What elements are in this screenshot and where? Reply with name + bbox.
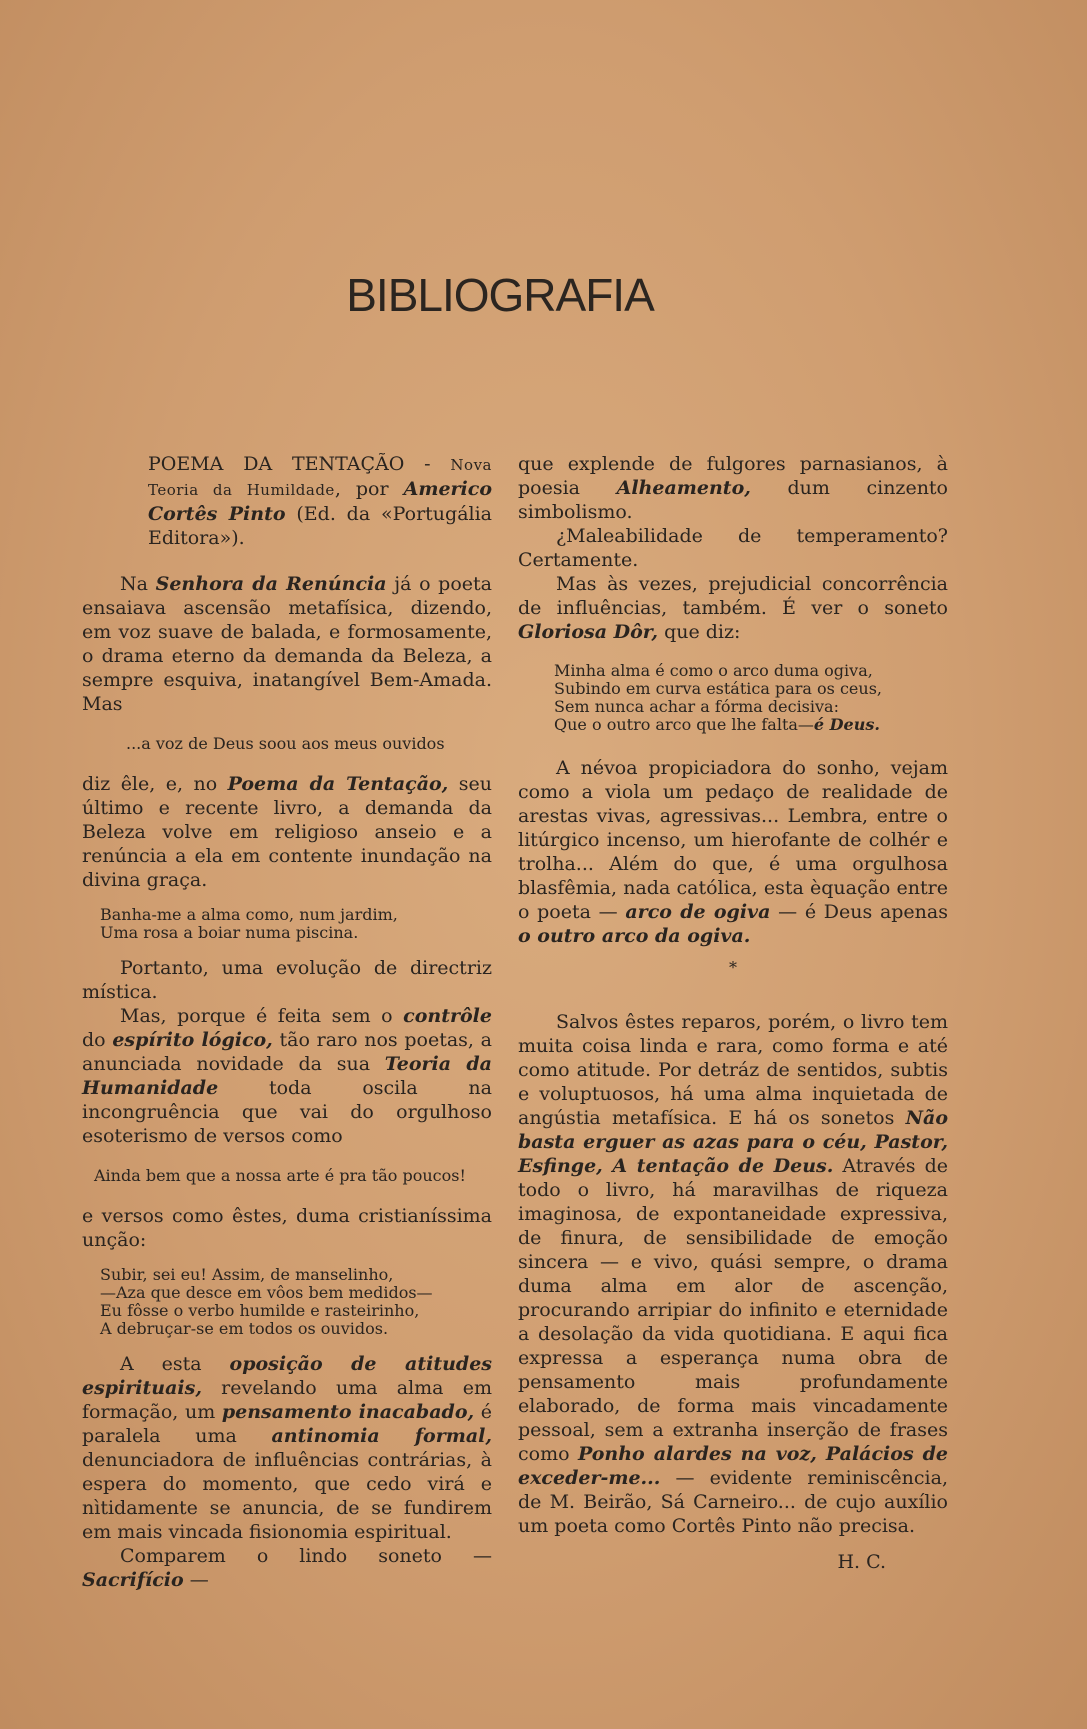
book-author: Americo Cortês Pinto [148,478,492,525]
verse-line: Uma rosa a boiar numa piscina. [100,923,359,942]
review-heading: POEMA DA TENTAÇÃO - Nova Teoria da Humildade, por Americo Cortês Pinto (Ed. da «Portugália Editora»). [148,453,492,549]
paragraph: A esta oposição de atitudes espirituais, revelando uma alma em formação, um pensamento inacabado, é paralela uma antinomia formal, denunciadora de influências contrárias, à espera do momento, que cedo virá e nìtidamente se anuncia, de se fundirem em mais vincada fisionomia espiritual. [82,1353,492,1543]
paragraph: diz êle, e, no Poema da Tentação, seu último e recente livro, a demanda da Beleza volve em religioso anseio e a renúncia a ela em contente inundação na divina graça. [82,773,492,891]
paragraph: ¿Maleabilidade de temperamento? Certamente. [518,525,948,571]
author-signature: H. C. [837,1551,886,1573]
quoted-verse: ...a voz de Deus soou aos meus ouvidos [126,734,445,753]
verse-line: A debruçar-se em todos os ouvidos. [100,1319,389,1338]
verse-line: Sem nunca achar a fórma decisiva: [554,697,839,716]
page-title: BIBLIOGRAFIA [346,269,654,321]
paragraph: Portanto, uma evolução de directriz mística. [82,957,492,1003]
paragraph: Mas, porque é feita sem o contrôle do espírito lógico, tão raro nos poetas, a anunciada novidade da sua Teoria da Humanidade toda oscila na incongruência que vai do orgulhoso esoterismo de versos como [82,1005,492,1147]
verse-line: Banha-me a alma como, num jardim, [100,905,398,924]
paragraph: que explende de fulgores parnasianos, à poesia Alheamento, dum cinzento simbolismo. [518,453,948,523]
verse-line: Minha alma é como o arco duma ogiva, [554,661,873,680]
book-subtitle: Nova Teoria da Humildade [148,456,492,499]
verse-block [100,906,492,942]
paragraph: e versos como êstes, duma cristianíssima unção: [82,1205,492,1251]
section-separator: * [729,958,737,977]
paragraph: Na Senhora da Renúncia já o poeta ensaiava ascensão metafísica, dizendo, em voz suave de balada, e formosamente, o drama eterno da demanda da Beleza, a sempre esquiva, inatangível Bem-Amada. Mas [82,573,492,715]
verse-line: Subir, sei eu! Assim, de manselinho, [100,1265,394,1284]
verse-block [554,662,948,734]
left-column [82,452,492,1592]
verse-line: Eu fôsse o verbo humilde e rasteirinho, [100,1301,420,1320]
verse-line: Que o outro arco que lhe falta—é Deus. [554,715,880,734]
quoted-verse: Ainda bem que a nossa arte é pra tão poucos! [94,1166,466,1185]
paragraph: A névoa propiciadora do sonho, vejam como a viola um pedaço de realidade de arestas vivas, agressivas... Lembra, entre o litúrgico incenso, um hierofante de colhér e trolha... Além do que, é uma orgulhosa blasfêmia, nada católica, esta èquação entre o poeta — arco de ogiva — é Deus apenas o outro arco da ogiva. [518,757,948,947]
verse-block [100,1266,492,1338]
right-column [518,452,948,1574]
verse-line: Subindo em curva estática para os ceus, [554,679,882,698]
verse-line: —Aza que desce em vôos bem medidos— [100,1283,433,1302]
paragraph: Comparem o lindo soneto — Sacrifício — [82,1545,492,1591]
paragraph: Salvos êstes reparos, porém, o livro tem muita coisa linda e rara, como forma e até como atitude. Por detráz de sentidos, subtis e voluptuosos, há uma alma inquietada de angústia metafísica. E há os sonetos Não basta erguer as azas para o céu, Pastor, Esfinge, A tentação de Deus. Através de todo o livro, há maravilhas de riqueza imaginosa, de expontaneidade expressiva, de finura, de sensibilidade de emoção sincera — e vivo, quási sempre, o drama duma alma em alor de ascenção, procurando arripiar do infinito e eternidade a desolação da vida quotidiana. E aqui fica expressa a esperança numa obra de pensamento mais profundamente elaborado, de forma mais vincadamente pessoal, sem a extranha inserção de frases como Ponho alardes na voz, Palácios de exceder-me... — evidente reminiscência, de M. Beirão, Sá Carneiro... de cujo auxílio um poeta como Cortês Pinto não precisa. [518,1011,949,1537]
paragraph: Mas às vezes, prejudicial concorrência de influências, também. É ver o soneto Gloriosa Dôr, que diz: [518,573,948,643]
